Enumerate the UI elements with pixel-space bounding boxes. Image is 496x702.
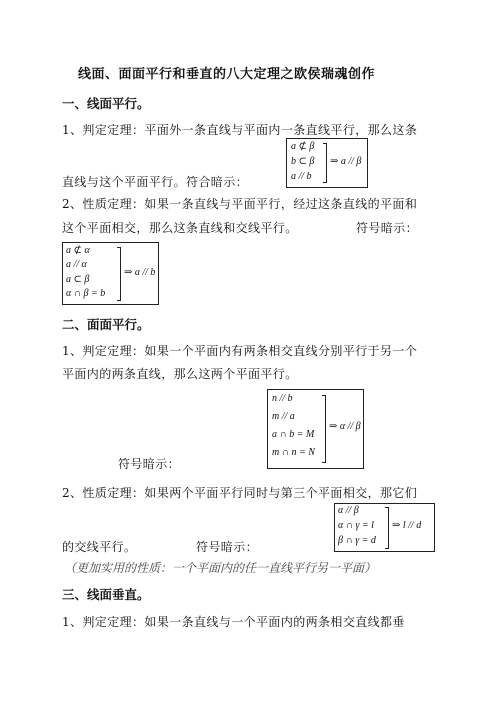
- formula-result: ⇒ a // b: [124, 267, 156, 278]
- formula-box: [286, 138, 368, 188]
- italic-note: （更加实用的性质：一个平面内的任一直线平行另一平面）: [64, 561, 377, 575]
- document-title: 线面、面面平行和垂直的八大定理之欧侯瑞魂创作: [78, 67, 376, 82]
- formula-line: β ∩ γ = d: [338, 535, 376, 546]
- brace: [323, 143, 327, 183]
- formula-line: a // α: [66, 259, 87, 270]
- formula-box: [267, 389, 364, 469]
- paragraph: 2、性质定理：如果两个平面平行同时与第三个平面相交，那它们: [62, 486, 418, 500]
- formula-line: α ∩ γ = l: [338, 520, 374, 531]
- section-heading-line-plane-perpendicular: 三、线面垂直。: [62, 587, 150, 602]
- formula-line: a ⊄ α: [66, 245, 90, 256]
- formula-line: a ⊄ β: [291, 141, 315, 152]
- paragraph: 的交线平行。: [62, 540, 137, 554]
- paragraph: 符号暗示：: [196, 540, 259, 554]
- paragraph: 平面内的两条直线，那么这两个平面平行。: [62, 367, 298, 381]
- formula-result: ⇒ l // d: [392, 520, 422, 531]
- formula-line: a ∩ b = M: [272, 429, 315, 440]
- formula-line: m // a: [272, 411, 295, 422]
- section-heading-plane-plane-parallel: 二、面面平行。: [62, 317, 150, 332]
- paragraph: 符号暗示：: [356, 221, 419, 235]
- formula-line: b ⊂ β: [291, 156, 315, 167]
- paragraph: 2、性质定理：如果一条直线与平面平行，经过这条直线的平面和: [62, 197, 418, 211]
- formula-line: a // b: [291, 171, 312, 182]
- formula-line: α ∩ β = b: [66, 288, 106, 299]
- paragraph: 1、判定定理：如果一个平面内有两条相交直线分别平行于另一个: [62, 344, 418, 358]
- brace: [322, 395, 326, 463]
- paragraph: 这个平面相交，那么这条直线和交线平行。: [62, 221, 298, 235]
- paragraph: 1、判定定理：如果一条直线与一个平面内的两条相交直线都垂: [62, 615, 405, 629]
- formula-line: n // b: [272, 393, 293, 404]
- formula-result: ⇒ α // β: [329, 421, 361, 432]
- formula-box: [334, 503, 435, 552]
- formula-line: α // β: [338, 505, 359, 516]
- paragraph: 直线与这个平面平行。符合暗示：: [62, 175, 249, 189]
- paragraph: 符号暗示：: [118, 457, 181, 471]
- formula-box: [62, 242, 159, 305]
- formula-line: m ∩ n = N: [272, 447, 315, 458]
- section-heading-line-plane-parallel: 一、线面平行。: [62, 96, 150, 111]
- formula-line: a ⊂ β: [66, 274, 90, 285]
- paragraph: 1、判定定理：平面外一条直线与平面内一条直线平行，那么这条: [62, 123, 418, 137]
- brace: [117, 247, 121, 301]
- brace: [385, 507, 389, 549]
- formula-result: ⇒ a // β: [330, 156, 362, 167]
